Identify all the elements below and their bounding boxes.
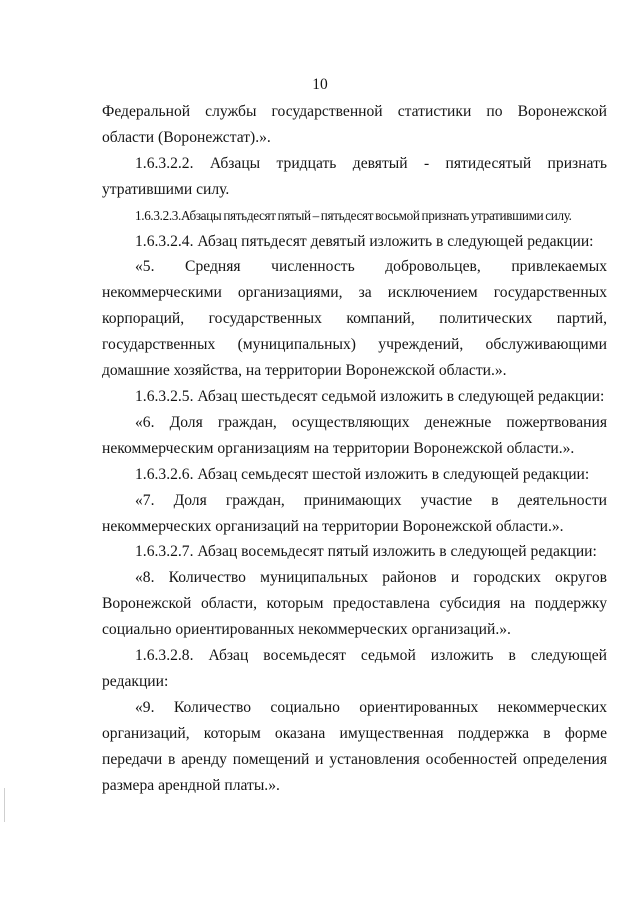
- paragraph-item-1-6-3-2-3: 1.6.3.2.3.Абзацы пятьдесят пятый – пятьдесят восьмой признать утратившими силу.: [135, 207, 572, 223]
- scan-edge-mark: [4, 788, 5, 822]
- document-body: [102, 99, 607, 798]
- paragraph-item-1-6-3-2-8: 1.6.3.2.8. Абзац восемьдесят седьмой изложить в следующей редакции:: [102, 647, 607, 690]
- paragraph-continuation: Федеральной службы государственной статистики по Воронежской области (Воронежстат).».: [102, 103, 607, 146]
- paragraph-quote-9: «9. Количество социально ориентированных некоммерческих организаций, которым оказана имущественная поддержка в форме передачи в аренду помещений и установления особенностей определения размера арендной платы.».: [102, 698, 607, 794]
- paragraph-quote-8: «8. Количество муниципальных районов и городских округов Воронежской области, которым предоставлена субсидия на поддержку социально ориентированных некоммерческих организаций.».: [102, 569, 607, 639]
- paragraph-quote-6: «6. Доля граждан, осуществляющих денежные пожертвования некоммерческим организациям на территории Воронежской области.».: [102, 413, 607, 457]
- paragraph-item-1-6-3-2-6: 1.6.3.2.6. Абзац семьдесят шестой изложить в следующей редакции:: [135, 465, 590, 483]
- page-number: 10: [312, 76, 328, 93]
- paragraph-quote-7: «7. Доля граждан, принимающих участие в деятельности некоммерческих организаций на территории Воронежской области.».: [102, 491, 607, 535]
- paragraph-item-1-6-3-2-5: 1.6.3.2.5. Абзац шестьдесят седьмой изложить в следующей редакции:: [135, 387, 605, 405]
- paragraph-item-1-6-3-2-4: 1.6.3.2.4. Абзац пятьдесят девятый изложить в следующей редакции:: [135, 232, 594, 250]
- paragraph-item-1-6-3-2-7: 1.6.3.2.7. Абзац восемьдесят пятый изложить в следующей редакции:: [135, 543, 597, 561]
- paragraph-item-1-6-3-2-2: 1.6.3.2.2. Абзацы тридцать девятый - пятидесятый признать утратившими силу.: [102, 154, 607, 198]
- paragraph-quote-5: «5. Средняя численность добровольцев, привлекаемых некоммерческими организациями, за исключением государственных корпораций, государственных компаний, политических партий, государственных (муниципальных) учреждений, обслуживающими домашние хозяйства, на территории Воронежской области.».: [102, 258, 607, 380]
